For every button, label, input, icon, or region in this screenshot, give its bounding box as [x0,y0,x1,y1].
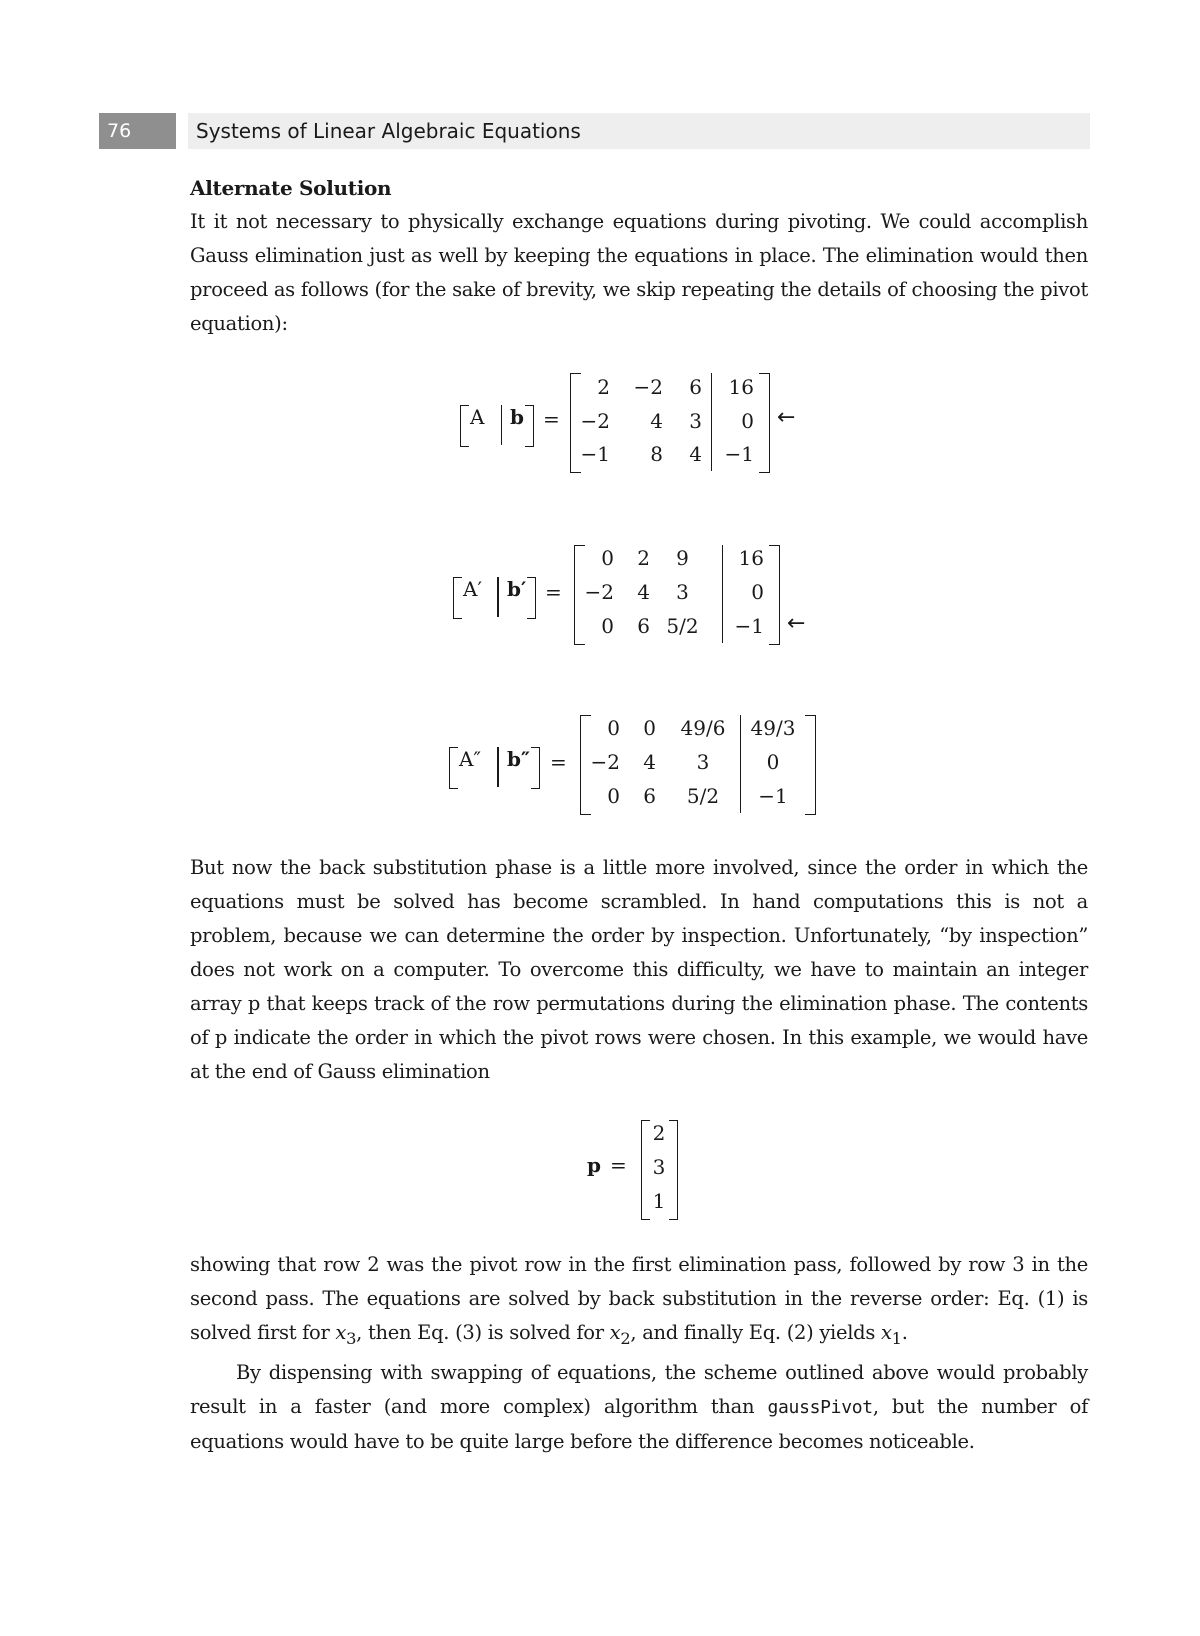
paragraph-intro: It it not necessary to physically exchange equations during pivoting. We could accomplish Gauss elimination just as well by keeping the equations in place. The elimination would then proceed as follows (for the sake of brevity, we skip repeating the details of choosing the pivot equation): [190,210,1088,335]
vector-right-bracket [669,1120,678,1220]
matrix-cell: −1 [758,784,788,808]
matrix-cell: 3 [676,580,689,604]
lhs-vector-b: b [510,405,524,429]
matrix-cell: −1 [734,614,764,638]
matrix-right-bracket [769,545,780,645]
lhs-left-bracket [449,747,458,789]
paragraph-back-substitution [190,851,1088,1089]
lhs-vector-p: p [587,1153,601,1177]
matrix-cell: 0 [766,750,780,774]
matrix-cell: 6 [643,784,656,808]
matrix-cell: 2 [637,546,650,570]
equals-sign: = [550,750,567,774]
matrix-cell: 8 [650,442,663,466]
matrix-cell: 5/2 [686,784,720,808]
running-title: Systems of Linear Algebraic Equations [188,113,1090,149]
matrix-cell: 4 [689,442,702,466]
matrix-cell: 0 [601,546,614,570]
augment-separator [722,545,723,643]
paragraph-solution-order [190,1248,1088,1459]
matrix-cell: 4 [650,409,663,433]
lhs-separator [501,405,502,445]
equals-sign: = [543,407,560,431]
matrix-cell: 3 [689,409,702,433]
lhs-matrix-a: A [470,405,485,429]
matrix-cell: 0 [643,716,656,740]
lhs-matrix-a-double-prime: A″ [459,747,481,771]
matrix-cell: 16 [738,546,764,570]
paragraph-closing: By dispensing with swapping of equations, the scheme outlined above would probably result in a faster (and more complex) algorithm than gaussPivot, but the number of equations would have to be quite large before the difference becomes noticeable. [190,1360,1088,1453]
matrix-cell: 6 [637,614,650,638]
matrix-cell: −1 [580,442,610,466]
lhs-right-bracket [531,747,540,789]
matrix-cell: 5/2 [666,614,699,638]
matrix-right-bracket [805,715,816,815]
matrix-cell: −2 [584,580,614,604]
equals-sign: = [545,580,562,604]
lhs-vector-b-prime: b′ [507,577,527,601]
page-header [0,113,1200,149]
lhs-right-bracket [527,577,536,619]
matrix-cell: −1 [724,442,754,466]
vector-cell: 2 [652,1121,666,1145]
matrix-cell: 6 [689,375,702,399]
lhs-right-bracket [525,405,534,447]
matrix-cell: 4 [643,750,656,774]
section-block [190,171,1088,341]
equals-sign: = [610,1153,627,1177]
matrix-cell: 0 [607,716,620,740]
pivot-arrow-icon: ← [777,405,796,430]
matrix-cell: −2 [590,750,620,774]
page-number: 76 [99,113,176,149]
lhs-left-bracket [460,405,469,447]
lhs-vector-b-double-prime: b″ [507,747,530,771]
vector-cell: 1 [652,1189,666,1213]
matrix-cell: 16 [728,375,754,399]
matrix-cell: 3 [696,750,710,774]
matrix-right-bracket [759,373,770,473]
pivot-arrow-icon: ← [787,611,806,636]
paragraph-body: But now the back substitution phase is a little more involved, since the order in which the equations must be solved has become scrambled. In hand computations this is not a problem, because we can determine the order by inspection. Unfortunately, “by inspection” does not work on a computer. To overcome this difficulty, we have to maintain an integer array p that keeps track of the row permutations during the elimination phase. The contents of p indicate the order in which the pivot rows were chosen. In this example, we would have at the end of Gauss elimination [190,856,1088,1083]
section-title: Alternate Solution [190,176,392,200]
matrix-cell: 49/6 [680,716,726,740]
lhs-separator [497,747,499,787]
matrix-cell: 0 [741,409,754,433]
matrix-cell: 0 [601,614,614,638]
lhs-matrix-a-prime: A′ [463,577,482,601]
paragraph-body: showing that row 2 was the pivot row in the first elimination pass, followed by row 3 in the second pass. The equations are solved by back substitution in the reverse order: Eq. (1) is solved first for $x_3$, then Eq. (3) is solved for $x_2$, and finally Eq. (2) yields $x_1$. [190,1253,1088,1348]
code-gausspivot: gaussPivot [767,1396,873,1418]
lhs-left-bracket [453,577,462,619]
matrix-cell: 0 [751,580,764,604]
vector-cell: 3 [652,1155,666,1179]
lhs-separator [497,577,499,617]
matrix-cell: 4 [637,580,650,604]
matrix-cell: 49/3 [750,716,796,740]
matrix-cell: 9 [676,546,689,570]
augment-separator [711,373,712,471]
matrix-cell: −2 [633,375,663,399]
matrix-cell: 0 [607,784,620,808]
augment-separator [740,715,741,813]
matrix-cell: −2 [580,409,610,433]
matrix-cell: 2 [597,375,610,399]
